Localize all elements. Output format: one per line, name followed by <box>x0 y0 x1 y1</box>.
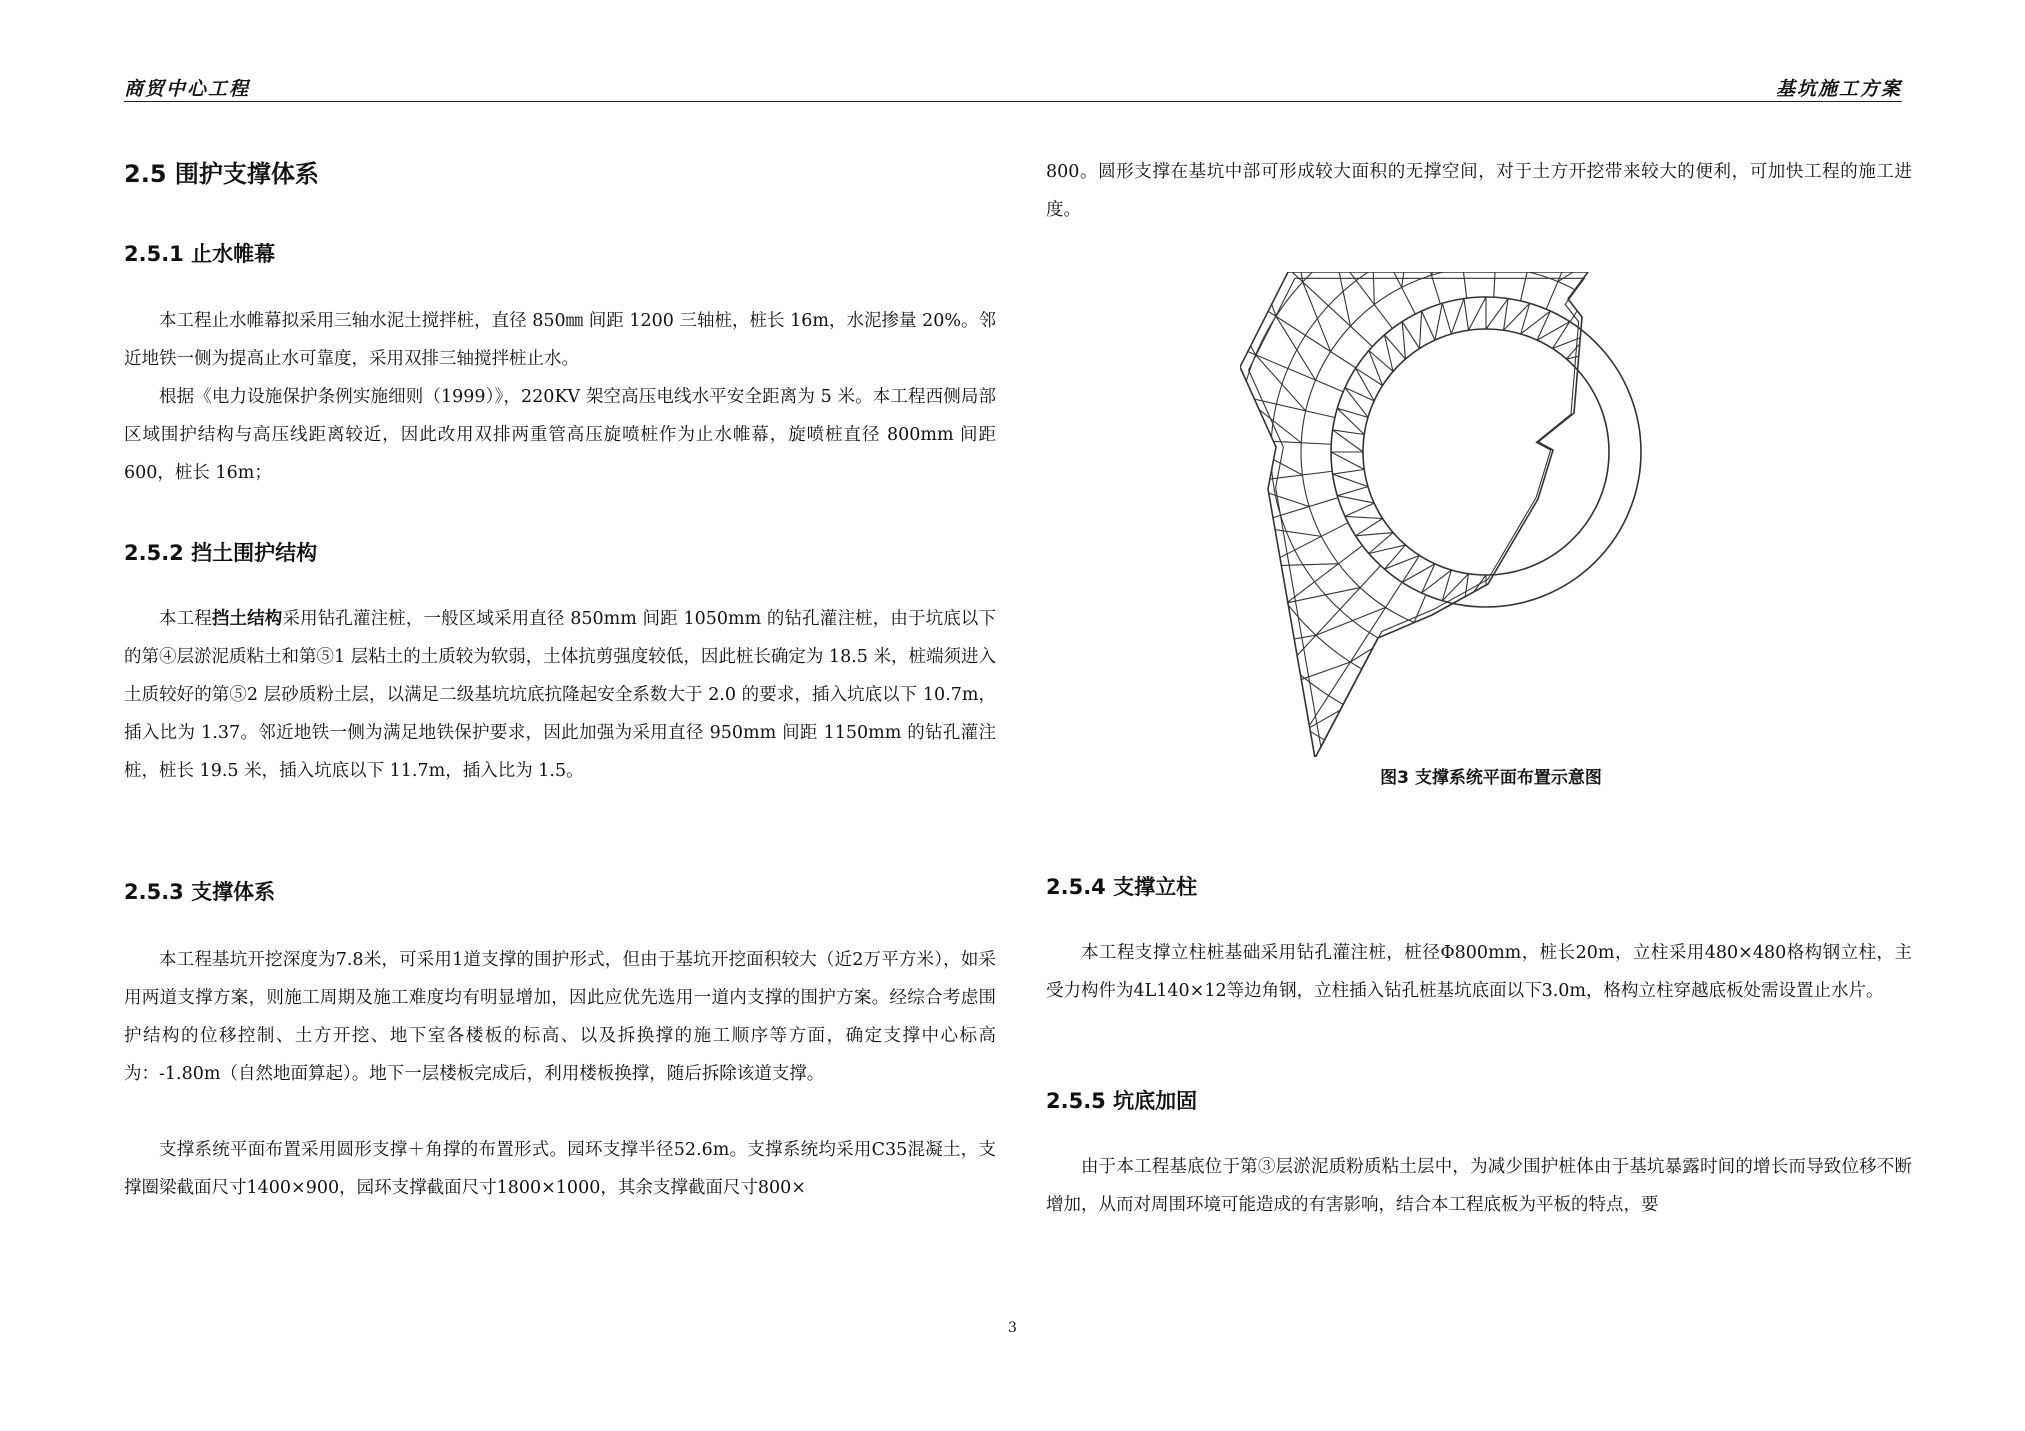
ring-strut <box>1604 487 1635 496</box>
header-project-name: 商贸中心工程 <box>124 78 251 100</box>
section-title: 2.5 围护支撑体系 <box>124 160 319 188</box>
page-number: 3 <box>1008 1320 1017 1336</box>
ring-strut <box>1402 555 1419 582</box>
ring-brace <box>1609 452 1639 474</box>
corner-beam <box>1610 272 1715 358</box>
corner-diagonal <box>1474 636 1509 702</box>
ring-brace <box>1420 311 1422 349</box>
ring-strut <box>1504 574 1509 606</box>
subsection-title-2-5-3: 2.5.3 支撑体系 <box>124 880 276 904</box>
ring-brace <box>1521 311 1551 334</box>
ring-brace <box>1331 452 1364 470</box>
ring-brace <box>1550 555 1552 593</box>
paragraph-2-5-2-lead: 本工程 <box>159 609 212 629</box>
ring-brace <box>1333 474 1368 487</box>
ring-strut <box>1537 564 1550 593</box>
ring-strut <box>1552 555 1569 582</box>
corner-diagonal <box>1303 282 1331 352</box>
ring-strut <box>1608 430 1640 435</box>
corner-diagonal <box>1240 635 1316 651</box>
ring-strut <box>1464 299 1469 331</box>
corner-diagonal <box>1671 461 1715 507</box>
ring-brace <box>1345 516 1383 518</box>
corner-beam <box>1570 272 1714 322</box>
ring-brace <box>1598 401 1635 408</box>
corner-diagonal <box>1264 564 1339 566</box>
ring-brace <box>1608 434 1641 452</box>
ring-strut <box>1567 545 1588 569</box>
corner-diagonal <box>1276 316 1316 380</box>
ring-brace <box>1508 570 1521 605</box>
ring-strut <box>1579 350 1603 371</box>
corner-diagonal <box>1669 622 1685 715</box>
ring-brace <box>1604 487 1627 517</box>
corner-diagonal <box>1708 338 1715 355</box>
corner-diagonal <box>1240 493 1247 526</box>
ring-brace <box>1608 470 1635 496</box>
ring-brace <box>1537 322 1570 341</box>
ring-strut <box>1604 408 1635 417</box>
corner-beam <box>1600 557 1715 737</box>
corner-beam <box>1624 272 1715 381</box>
corner-diagonal <box>1240 324 1242 397</box>
ring-strut <box>1521 570 1530 601</box>
ring-brace <box>1356 533 1393 536</box>
paragraph-2-5-3-a: 本工程基坑开挖深度为7.8米，可采用1道支撑的围护形式，但由于基坑开挖面积较大（近2万平方米），如采用两道支撑方案，则施工周期及施工难度均有明显增加，因此应优先选用一道内支撑的围护方案。经综合考虑围护结构的位移控制、土方开挖、地下室各楼板的标高、以及拆换撑的施工顺序等方面，确定支撑中心标高为：-1.80m（自然地面算起）。地下一层楼板完成后，利用楼板换撑，随后拆除该道支撑。 <box>124 950 996 1084</box>
header-divider <box>124 101 1902 102</box>
corner-diagonal <box>1244 272 1276 316</box>
ring-brace <box>1579 533 1588 570</box>
corner-diagonal <box>1641 552 1669 622</box>
corner-diagonal <box>1633 338 1708 340</box>
corner-diagonal <box>1413 702 1474 757</box>
corner-diagonal <box>1316 607 1386 635</box>
corner-beam <box>1640 400 1715 433</box>
page-header <box>124 70 1902 100</box>
corner-beam <box>1240 431 1331 444</box>
ring-brace <box>1567 545 1570 582</box>
paragraph-2-5-3-b: 支撑系统平面布置采用圆形支撑＋角撑的布置形式。园环支撑半径52.6m。支撑系统均采用C35混凝土，支撑圈梁截面尺寸1400×900，园环支撑截面尺寸1800×1000，其余支撑截面尺寸800× <box>124 1140 996 1198</box>
corner-beam <box>1465 607 1478 757</box>
ring-strut <box>1579 533 1603 554</box>
ring-brace <box>1435 303 1442 340</box>
paragraph-2-5-1-b: 根据《电力设施保护条例实施细则（1999）》，220KV 架空高压电线水平安全距离为 5 米。本工程西侧局部区域围护结构与高压线距离较近，因此改用双排两重管高压旋喷桩作为止水帷幕，旋喷桩直径 800mm 间距 600，桩长 16m； <box>124 387 996 483</box>
corner-beam <box>1240 289 1343 392</box>
corner-diagonal <box>1470 700 1518 757</box>
ring-strut <box>1598 503 1627 516</box>
corner-beam <box>1580 576 1715 757</box>
corner-diagonal <box>1358 696 1431 756</box>
corner-beam <box>1546 272 1649 309</box>
corner-diagonal <box>1240 483 1309 506</box>
ring-strut <box>1333 470 1365 475</box>
corner-beam <box>1434 272 1467 298</box>
corner-diagonal <box>1350 622 1414 662</box>
paragraph-2-5-2-bold-term: 挡土结构 <box>211 609 283 629</box>
paragraph-2-5-3-continued: 800。圆形支撑在基坑中部可形成较大面积的无撑空间，对于土方开挖带来较大的便利，可加快工程的施工进度。 <box>1046 162 1912 220</box>
subsection-title-2-5-1: 2.5.1 止水帷幕 <box>124 242 276 266</box>
ring-strut <box>1589 518 1616 535</box>
ring-strut <box>1356 368 1383 385</box>
paragraph-2-5-5: 由于本工程基底位于第③层淤泥质粉质粘土层中，为减少围护桩体由于基坑暴露时间的增长而导致位移不断增加，从而对周围环境可能造成的有害影响，结合本工程底板为平板的特点，要 <box>1046 1157 1912 1215</box>
ring-brace <box>1451 299 1464 334</box>
subsection-title-2-5-5: 2.5.5 坑底加固 <box>1046 1089 1198 1113</box>
corner-beam <box>1591 272 1715 338</box>
ring-strut <box>1608 470 1640 475</box>
ring-brace <box>1422 570 1452 593</box>
corner-diagonal <box>1335 272 1350 326</box>
ring-strut <box>1356 518 1383 535</box>
header-document-title: 基坑施工方案 <box>1775 78 1902 100</box>
ring-brace <box>1579 368 1616 371</box>
ring-strut <box>1422 311 1435 340</box>
ring-brace <box>1552 335 1587 349</box>
corner-diagonal <box>1586 272 1656 297</box>
ring-brace <box>1530 564 1537 601</box>
corner-diagonal <box>1656 524 1696 588</box>
ring-brace <box>1589 518 1603 553</box>
corner-beam <box>1505 606 1538 757</box>
corner-diagonal <box>1598 599 1600 674</box>
corner-beam <box>1637 487 1715 546</box>
subsection-title-2-5-4: 2.5.4 支撑立柱 <box>1046 875 1198 899</box>
corner-diagonal <box>1430 637 1476 696</box>
open-area-mask <box>1363 329 1609 575</box>
corner-diagonal <box>1663 397 1715 420</box>
ring-brace <box>1604 417 1639 430</box>
corner-beam <box>1532 600 1610 757</box>
ring-brace <box>1468 297 1486 330</box>
corner-diagonal <box>1527 691 1560 757</box>
corner-diagonal <box>1517 629 1540 700</box>
corner-beam <box>1240 358 1335 417</box>
paragraph-2-5-1-a: 本工程止水帷幕拟采用三轴水泥土搅拌桩，直径 850㎜ 间距 1200 三轴桩，桩长 16m，水泥掺量 20%。邻近地铁一侧为提高止水可靠度，采用双排三轴搅拌桩止水。 <box>124 311 996 369</box>
paragraph-2-5-2 <box>124 600 996 790</box>
ring-brace <box>1402 564 1435 583</box>
corner-diagonal <box>1622 578 1637 651</box>
ring-strut <box>1345 503 1374 516</box>
ring-brace <box>1589 386 1627 388</box>
bracing-plan-diagram <box>1240 272 1715 757</box>
subsection-title-2-5-2: 2.5.2 挡土围护结构 <box>124 541 318 565</box>
corner-diagonal <box>1696 588 1715 677</box>
corner-diagonal <box>1651 368 1715 379</box>
corner-beam <box>1392 603 1451 757</box>
ring-brace <box>1356 368 1375 401</box>
corner-beam <box>1616 536 1715 680</box>
ring-strut <box>1337 487 1368 496</box>
corner-beam <box>1494 272 1507 297</box>
corner-diagonal <box>1240 549 1264 566</box>
corner-diagonal <box>1240 273 1256 355</box>
corner-diagonal <box>1612 301 1685 316</box>
corner-beam <box>1634 328 1715 406</box>
paragraph-2-5-4: 本工程支撑立柱桩基础采用钻孔灌注桩，桩径Φ800mm，桩长20m，立柱采用480×480格构钢立柱，主受力构件为4L140×12等边角钢，立柱插入钻孔桩基坑底面以下3.0m，格构立柱穿越底板处需设置止水片。 <box>1046 943 1912 1001</box>
corner-diagonal <box>1262 662 1351 694</box>
ring-brace <box>1567 350 1604 359</box>
corner-diagonal <box>1389 632 1445 682</box>
ring-strut <box>1552 322 1569 349</box>
corner-diagonal <box>1560 617 1571 691</box>
ring-brace <box>1345 388 1368 418</box>
ring-strut <box>1589 368 1616 385</box>
ring-brace <box>1402 322 1405 359</box>
figure-caption: 图3 支撑系统平面布置示意图 <box>1380 768 1602 788</box>
ring-brace <box>1598 503 1617 536</box>
corner-diagonal <box>1558 272 1622 282</box>
ring-strut <box>1442 303 1451 334</box>
corner-beam <box>1629 512 1715 615</box>
corner-beam <box>1240 523 1348 644</box>
corner-diagonal <box>1583 674 1600 757</box>
corner-diagonal <box>1372 272 1374 305</box>
paragraph-2-5-2-body: 采用钻孔灌注桩，一般区域采用直径 850mm 间距 1050mm 的钻孔灌注桩，由于坑底以下的第④层淤泥质粘土和第⑤1 层粘土的土质较为软弱，土体抗剪强度较低，因此桩长确定为 18.5 米，桩端须进入土质较好的第⑤2 层砂质粉土层，以满足二级基坑坑底抗隆起安全系数大于 2.0 的要求，插入坑底以下 10.7m，插入比为 1.37。邻近地铁一侧为满足地铁保护要求，因此加强为采用直径 950mm 间距 1150mm 的钻孔灌注桩，桩长 19.5 米，插入坑底以下 11.7m，插入比为 1.5。 <box>124 609 996 781</box>
corner-beam <box>1641 460 1715 473</box>
ring-strut <box>1598 388 1627 401</box>
ring-strut <box>1402 322 1419 349</box>
corner-diagonal <box>1666 493 1715 549</box>
corner-diagonal <box>1670 429 1715 464</box>
ring-brace <box>1337 496 1374 503</box>
corner-beam <box>1557 590 1678 757</box>
